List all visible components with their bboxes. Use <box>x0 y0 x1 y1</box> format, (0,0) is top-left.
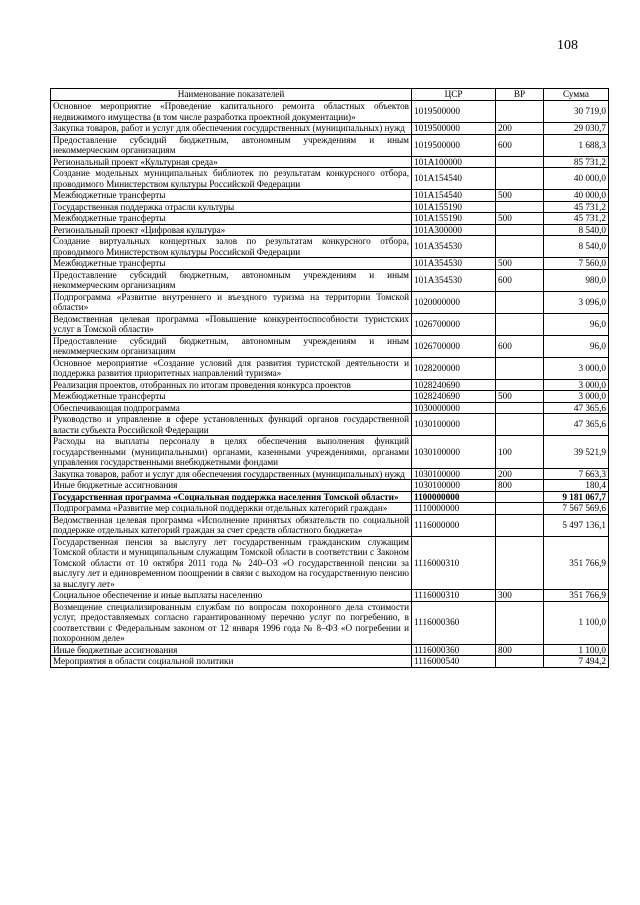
row-code: 1028240690 <box>412 379 496 391</box>
row-vr <box>496 224 544 236</box>
row-vr: 100 <box>496 436 544 469</box>
row-vr: 600 <box>496 134 544 156</box>
row-sum: 7 663,3 <box>544 468 609 480</box>
row-name: Межбюджетные трансферты <box>51 258 412 270</box>
row-sum: 3 000,0 <box>544 391 609 403</box>
row-sum: 9 181 067,7 <box>544 491 609 503</box>
table-body <box>51 101 609 668</box>
row-vr <box>496 402 544 414</box>
header-name: Наименование показателей <box>51 89 412 101</box>
row-code: 1116000360 <box>412 601 496 644</box>
row-name: Ведомственная целевая программа «Исполнение принятых обязательств по социальной поддержке отдельных категорий граждан за счет средств областного бюджета» <box>51 514 412 536</box>
row-sum: 45 731,2 <box>544 213 609 225</box>
row-vr <box>496 101 544 123</box>
table-row <box>51 391 609 403</box>
table-row <box>51 101 609 123</box>
row-vr: 300 <box>496 590 544 602</box>
row-code: 1026700000 <box>412 313 496 335</box>
row-name: Межбюджетные трансферты <box>51 213 412 225</box>
row-sum: 180,4 <box>544 480 609 492</box>
row-name: Ведомственная целевая программа «Повышение конкурентоспособности туристских услуг в Томской области» <box>51 313 412 335</box>
row-vr <box>496 503 544 515</box>
row-name: Расходы на выплаты персоналу в целях обеспечения выполнения функций государственными (муниципальными) органами, казенными учреждениями, органами управления государственными внебюджетными фондами <box>51 436 412 469</box>
table-row <box>51 536 609 590</box>
table-row <box>51 480 609 492</box>
table-row <box>51 335 609 357</box>
row-name: Межбюджетные трансферты <box>51 190 412 202</box>
row-sum: 7 567 569,6 <box>544 503 609 515</box>
row-vr <box>496 357 544 379</box>
row-vr: 200 <box>496 468 544 480</box>
row-sum: 1 100,0 <box>544 601 609 644</box>
header-code: ЦСР <box>412 89 496 101</box>
row-code: 1028200000 <box>412 357 496 379</box>
table-row <box>51 269 609 291</box>
row-name: Мероприятия в области социальной политики <box>51 656 412 668</box>
row-vr: 500 <box>496 258 544 270</box>
row-code: 101А155190 <box>412 201 496 213</box>
row-name: Создание модельных муниципальных библиотек по результатам конкурсного отбора, проводимого Министерством культуры Российской Федерации <box>51 168 412 190</box>
row-code: 1030100000 <box>412 480 496 492</box>
row-code: 1030100000 <box>412 436 496 469</box>
row-code: 101А354530 <box>412 258 496 270</box>
row-code: 1116000540 <box>412 656 496 668</box>
row-name: Предоставление субсидий бюджетным, автономным учреждениям и иным некоммерческим организациям <box>51 335 412 357</box>
table-row <box>51 291 609 313</box>
row-sum: 47 365,6 <box>544 402 609 414</box>
header-sum: Сумма <box>544 89 609 101</box>
row-name: Основное мероприятие «Проведение капитального ремонта областных объектов недвижимого имущества (в том числе разработка проектной документации)» <box>51 101 412 123</box>
row-code: 101А354530 <box>412 269 496 291</box>
row-sum: 40 000,0 <box>544 190 609 202</box>
table-row <box>51 379 609 391</box>
table-header-row <box>51 89 609 101</box>
row-code: 101А155190 <box>412 213 496 225</box>
row-sum: 96,0 <box>544 313 609 335</box>
table-row <box>51 213 609 225</box>
row-code: 1030000000 <box>412 402 496 414</box>
table-row <box>51 414 609 436</box>
row-sum: 5 497 136,1 <box>544 514 609 536</box>
row-vr <box>496 514 544 536</box>
row-sum: 8 540,0 <box>544 224 609 236</box>
table-row <box>51 168 609 190</box>
row-vr <box>496 236 544 258</box>
table-row <box>51 491 609 503</box>
table-row <box>51 357 609 379</box>
row-name: Создание виртуальных концертных залов по результатам конкурсного отбора, проводимого Министерством культуры Российской Федерации <box>51 236 412 258</box>
row-name: Региональный проект «Цифровая культура» <box>51 224 412 236</box>
table-row <box>51 258 609 270</box>
row-code: 1116000310 <box>412 590 496 602</box>
row-name: Межбюджетные трансферты <box>51 391 412 403</box>
table-row <box>51 601 609 644</box>
row-name: Реализация проектов, отобранных по итогам проведения конкурса проектов <box>51 379 412 391</box>
row-code: 101А154540 <box>412 168 496 190</box>
row-sum: 8 540,0 <box>544 236 609 258</box>
budget-table <box>50 88 609 668</box>
row-name: Государственная пенсия за выслугу лет государственным гражданским служащим Томской области и муниципальным служащим Томской области в соответствии с Законом Томской области от 10 октября 2011 года № 240–ОЗ «О государственной пенсии за выслугу лет и единовременном поощрении в связи с выходом на государственную пенсию за выслугу лет» <box>51 536 412 590</box>
row-code: 1020000000 <box>412 291 496 313</box>
row-vr <box>496 536 544 590</box>
row-sum: 96,0 <box>544 335 609 357</box>
row-name: Региональный проект «Культурная среда» <box>51 156 412 168</box>
row-name: Подпрограмма «Развитие внутреннего и въездного туризма на территории Томской области» <box>51 291 412 313</box>
row-name: Предоставление субсидий бюджетным, автономным учреждениям и иным некоммерческим организациям <box>51 269 412 291</box>
table-row <box>51 224 609 236</box>
row-sum: 29 030,7 <box>544 123 609 135</box>
table-row <box>51 644 609 656</box>
row-vr <box>496 201 544 213</box>
table-row <box>51 590 609 602</box>
row-vr: 500 <box>496 391 544 403</box>
table-row <box>51 313 609 335</box>
table-row <box>51 503 609 515</box>
row-sum: 3 000,0 <box>544 357 609 379</box>
row-name: Основное мероприятие «Создание условий для развития туристской деятельности и поддержка развития приоритетных направлений туризма» <box>51 357 412 379</box>
row-code: 101А300000 <box>412 224 496 236</box>
row-vr <box>496 313 544 335</box>
row-name: Закупка товаров, работ и услуг для обеспечения государственных (муниципальных) нужд <box>51 468 412 480</box>
row-code: 1019500000 <box>412 123 496 135</box>
row-name: Подпрограмма «Развитие мер социальной поддержки отдельных категорий граждан» <box>51 503 412 515</box>
row-vr <box>496 168 544 190</box>
row-sum: 7 560,0 <box>544 258 609 270</box>
row-code: 1100000000 <box>412 491 496 503</box>
row-code: 1030100000 <box>412 414 496 436</box>
row-sum: 45 731,2 <box>544 201 609 213</box>
row-code: 1026700000 <box>412 335 496 357</box>
table-row <box>51 656 609 668</box>
row-vr: 200 <box>496 123 544 135</box>
row-name: Возмещение специализированным службам по вопросам похоронного дела стоимости услуг, предоставляемых согласно гарантированному перечню услуг по погребению, в соответствии с Федеральным законом от 12 января 1996 года № 8–ФЗ «О погребении и похоронном деле» <box>51 601 412 644</box>
table-row <box>51 468 609 480</box>
row-sum: 351 766,9 <box>544 590 609 602</box>
row-sum: 351 766,9 <box>544 536 609 590</box>
row-sum: 40 000,0 <box>544 168 609 190</box>
row-vr: 600 <box>496 335 544 357</box>
row-name: Иные бюджетные ассигнования <box>51 644 412 656</box>
row-vr <box>496 379 544 391</box>
row-code: 1110000000 <box>412 503 496 515</box>
row-name: Иные бюджетные ассигнования <box>51 480 412 492</box>
row-sum: 30 719,0 <box>544 101 609 123</box>
table-row <box>51 514 609 536</box>
table-row <box>51 402 609 414</box>
row-name: Предоставление субсидий бюджетным, автономным учреждениям и иным некоммерческим организациям <box>51 134 412 156</box>
header-vr: ВР <box>496 89 544 101</box>
row-name: Руководство и управление в сфере установленных функций органов государственной власти субъекта Российской Федерации <box>51 414 412 436</box>
row-name: Государственная программа «Социальная поддержка населения Томской области» <box>51 491 412 503</box>
row-vr: 500 <box>496 213 544 225</box>
row-vr: 600 <box>496 269 544 291</box>
row-code: 1019500000 <box>412 101 496 123</box>
row-vr <box>496 414 544 436</box>
row-vr <box>496 656 544 668</box>
row-code: 1028240690 <box>412 391 496 403</box>
row-name: Закупка товаров, работ и услуг для обеспечения государственных (муниципальных) нужд <box>51 123 412 135</box>
table-row <box>51 236 609 258</box>
row-name: Обеспечивающая подпрограмма <box>51 402 412 414</box>
row-vr <box>496 291 544 313</box>
table-row <box>51 134 609 156</box>
row-sum: 1 688,3 <box>544 134 609 156</box>
row-sum: 39 521,9 <box>544 436 609 469</box>
table-row <box>51 201 609 213</box>
table-row <box>51 436 609 469</box>
row-sum: 1 100,0 <box>544 644 609 656</box>
row-sum: 85 731,2 <box>544 156 609 168</box>
row-code: 1116000310 <box>412 536 496 590</box>
row-sum: 7 494,2 <box>544 656 609 668</box>
row-code: 101А354530 <box>412 236 496 258</box>
row-code: 1116000000 <box>412 514 496 536</box>
row-sum: 3 000,0 <box>544 379 609 391</box>
row-sum: 3 096,0 <box>544 291 609 313</box>
table-row <box>51 190 609 202</box>
page-number: 108 <box>557 38 578 53</box>
table-row <box>51 123 609 135</box>
row-code: 1030100000 <box>412 468 496 480</box>
row-vr: 500 <box>496 190 544 202</box>
row-name: Социальное обеспечение и иные выплаты населению <box>51 590 412 602</box>
row-vr: 800 <box>496 480 544 492</box>
row-vr <box>496 601 544 644</box>
row-code: 101А100000 <box>412 156 496 168</box>
row-code: 1116000360 <box>412 644 496 656</box>
row-vr <box>496 491 544 503</box>
row-sum: 47 365,6 <box>544 414 609 436</box>
row-code: 101А154540 <box>412 190 496 202</box>
row-vr <box>496 156 544 168</box>
row-code: 1019500000 <box>412 134 496 156</box>
row-name: Государственная поддержка отрасли культуры <box>51 201 412 213</box>
row-sum: 980,0 <box>544 269 609 291</box>
row-vr: 800 <box>496 644 544 656</box>
table-row <box>51 156 609 168</box>
